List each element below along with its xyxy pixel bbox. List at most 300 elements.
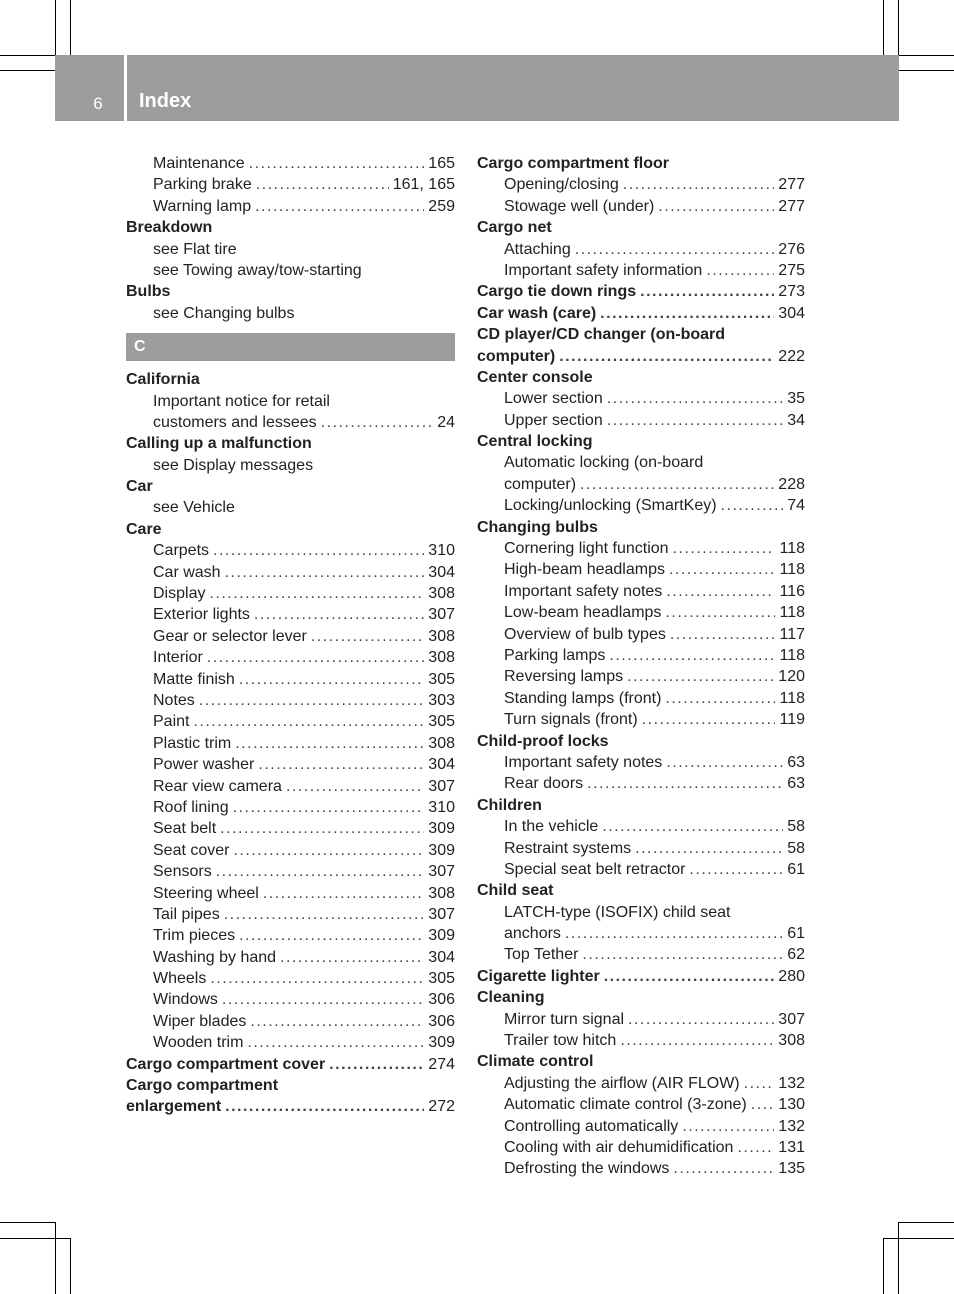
index-entry[interactable] xyxy=(126,797,455,818)
entry-label: Turn signals (front) xyxy=(504,711,638,729)
entry-label: Power washer xyxy=(153,756,255,774)
leader-dots xyxy=(666,581,775,602)
index-entry[interactable] xyxy=(126,583,455,604)
entry-label: Trailer tow hitch xyxy=(504,1032,617,1050)
entry-page: 307 xyxy=(428,777,455,795)
entry-label: Defrosting the windows xyxy=(504,1160,670,1178)
entry-page: 130 xyxy=(778,1096,805,1114)
entry-label: Cargo tie down rings xyxy=(477,283,637,301)
entry-label: Important safety notes xyxy=(504,753,663,771)
index-entry[interactable] xyxy=(126,1032,455,1053)
entry-page: 116 xyxy=(779,582,805,600)
leader-dots xyxy=(673,1158,774,1179)
index-column-right xyxy=(477,153,805,1180)
leader-dots xyxy=(737,1137,774,1158)
leader-dots xyxy=(665,602,775,623)
entry-label: Adjusting the airflow (AIR FLOW) xyxy=(504,1074,740,1092)
leader-dots xyxy=(670,624,776,645)
leader-dots xyxy=(628,1009,774,1030)
index-entry[interactable] xyxy=(126,690,455,711)
leader-dots xyxy=(658,196,774,217)
leader-dots xyxy=(239,669,424,690)
entry-label: In the vehicle xyxy=(504,818,599,836)
leader-dots xyxy=(587,773,783,794)
crop-mark xyxy=(898,70,954,71)
leader-dots xyxy=(575,239,775,260)
entry-page: 259 xyxy=(428,197,455,215)
entry-label: Paint xyxy=(153,713,190,731)
entry-label: Wiper blades xyxy=(153,1012,247,1030)
entry-label: Parking brake xyxy=(153,176,252,194)
entry-page: 35 xyxy=(787,390,805,408)
leader-dots xyxy=(600,303,774,324)
index-entry[interactable] xyxy=(477,688,805,709)
leader-dots xyxy=(233,840,424,861)
entry-label: Automatic climate control (3-zone) xyxy=(504,1096,747,1114)
leader-dots xyxy=(254,604,424,625)
entry-page: 273 xyxy=(778,283,805,301)
index-entry[interactable] xyxy=(477,346,805,367)
index-entry[interactable] xyxy=(477,581,805,602)
leader-dots xyxy=(286,776,424,797)
leader-dots xyxy=(250,1011,424,1032)
entry-label: Restraint systems xyxy=(504,839,632,857)
index-heading: Central locking xyxy=(477,433,593,451)
crop-mark xyxy=(898,55,954,56)
leader-dots xyxy=(635,838,783,859)
index-entry[interactable] xyxy=(477,1137,805,1158)
crop-mark xyxy=(883,1238,954,1239)
index-heading: Cargo compartment xyxy=(126,1077,279,1095)
entry-page: 308 xyxy=(428,627,455,645)
leader-dots xyxy=(666,752,783,773)
entry-label: Wheels xyxy=(153,970,207,988)
index-entry[interactable] xyxy=(477,944,805,965)
index-entry[interactable] xyxy=(477,838,805,859)
page-title: Index xyxy=(139,90,192,112)
entry-page: 131 xyxy=(778,1138,805,1156)
entry-page: 308 xyxy=(428,884,455,902)
entry-label: Upper section xyxy=(504,411,603,429)
index-entry[interactable] xyxy=(477,666,805,687)
entry-label: Standing lamps (front) xyxy=(504,689,662,707)
index-entry[interactable] xyxy=(126,989,455,1010)
entry-page: 120 xyxy=(778,668,805,686)
index-entry[interactable] xyxy=(477,239,805,260)
entry-label: Display xyxy=(153,585,206,603)
entry-page: 272 xyxy=(428,1098,455,1116)
leader-dots xyxy=(321,412,434,433)
crop-mark xyxy=(55,1222,56,1294)
leader-dots xyxy=(669,559,776,580)
crop-mark xyxy=(0,1238,71,1239)
index-heading: Breakdown xyxy=(126,219,213,237)
index-heading: Calling up a malfunction xyxy=(126,435,312,453)
index-heading: California xyxy=(126,371,200,389)
entry-page: 303 xyxy=(428,691,455,709)
entry-label: Tail pipes xyxy=(153,905,220,923)
crop-mark xyxy=(883,1238,884,1294)
entry-label: Carpets xyxy=(153,542,210,560)
index-entry[interactable] xyxy=(477,816,805,837)
leader-dots xyxy=(604,966,775,987)
entry-page: 58 xyxy=(787,839,805,857)
leader-dots xyxy=(224,904,425,925)
index-entry[interactable] xyxy=(126,562,455,583)
entry-page: 132 xyxy=(778,1117,805,1135)
entry-page: 306 xyxy=(428,991,455,1009)
index-entry[interactable] xyxy=(126,840,455,861)
index-heading: Center console xyxy=(477,368,593,386)
index-entry[interactable] xyxy=(126,861,455,882)
index-heading: Cargo net xyxy=(477,219,552,237)
leader-dots xyxy=(233,797,425,818)
entry-page: 309 xyxy=(428,841,455,859)
crop-mark xyxy=(70,0,71,56)
entry-label: Attaching xyxy=(504,240,571,258)
entry-page: 308 xyxy=(428,734,455,752)
entry-label: Opening/closing xyxy=(504,176,619,194)
see-reference[interactable]: see Display messages xyxy=(153,456,314,474)
index-entry[interactable] xyxy=(477,1009,805,1030)
index-entry[interactable] xyxy=(477,859,805,880)
index-entry[interactable] xyxy=(126,947,455,968)
leader-dots xyxy=(263,883,424,904)
index-heading: Children xyxy=(477,796,542,814)
see-reference[interactable]: see Changing bulbs xyxy=(153,304,295,322)
entry-page: 276 xyxy=(778,240,805,258)
index-entry[interactable] xyxy=(477,410,805,431)
entry-label: Exterior lights xyxy=(153,606,250,624)
leader-dots xyxy=(602,816,783,837)
index-column-left xyxy=(126,153,455,1118)
entry-page: 61 xyxy=(787,925,805,943)
leader-dots xyxy=(247,1032,424,1053)
entry-label: Maintenance xyxy=(153,155,245,172)
leader-dots xyxy=(213,540,424,561)
entry-label: Important safety information xyxy=(504,261,703,279)
entry-page: 307 xyxy=(428,905,455,923)
entry-label: Rear doors xyxy=(504,775,584,793)
entry-page: 305 xyxy=(428,970,455,988)
index-entry[interactable] xyxy=(477,1158,805,1179)
entry-page: 307 xyxy=(428,606,455,624)
leader-dots xyxy=(607,410,783,431)
index-entry[interactable] xyxy=(477,174,805,195)
entry-label: Top Tether xyxy=(504,946,579,964)
leader-dots xyxy=(559,346,774,367)
leader-dots xyxy=(207,647,425,668)
index-entry[interactable] xyxy=(477,602,805,623)
section-letter-bar: C xyxy=(126,333,455,361)
entry-page: 119 xyxy=(779,711,805,729)
index-entry[interactable] xyxy=(477,196,805,217)
entry-page: 118 xyxy=(779,646,805,664)
index-entry[interactable] xyxy=(126,733,455,754)
entry-label: Car wash xyxy=(153,563,221,581)
entry-label: customers and lessees xyxy=(153,413,317,431)
crop-mark xyxy=(898,1222,899,1294)
index-entry[interactable] xyxy=(126,540,455,561)
entry-label: Roof lining xyxy=(153,798,229,816)
entry-page: 135 xyxy=(778,1160,805,1178)
entry-label: computer) xyxy=(477,347,556,365)
leader-dots xyxy=(744,1073,775,1094)
index-entry[interactable] xyxy=(477,752,805,773)
entry-page: 63 xyxy=(787,753,805,771)
index-entry[interactable] xyxy=(477,281,805,302)
entry-label: Overview of bulb types xyxy=(504,625,666,643)
entry-page: 309 xyxy=(428,927,455,945)
leader-dots xyxy=(673,538,776,559)
index-heading: CD player/CD changer (on-board xyxy=(477,326,726,344)
entry-page: 280 xyxy=(778,967,805,985)
care-entries xyxy=(126,540,455,1053)
crop-mark xyxy=(70,1238,71,1294)
index-entry[interactable] xyxy=(126,925,455,946)
leader-dots xyxy=(580,474,774,495)
index-heading: Cleaning xyxy=(477,989,545,1007)
index-entry[interactable] xyxy=(477,495,805,516)
entry-page: 308 xyxy=(428,649,455,667)
entry-label: enlargement xyxy=(126,1098,222,1116)
leader-dots xyxy=(623,174,775,195)
entry-page: 62 xyxy=(787,946,805,964)
see-reference[interactable]: see Flat tire xyxy=(153,240,237,258)
entry-label: Cigarette lighter xyxy=(477,967,600,985)
entry-label: Wooden trim xyxy=(153,1034,244,1052)
index-heading: Cargo compartment floor xyxy=(477,155,670,172)
index-entry[interactable] xyxy=(126,1096,455,1117)
leader-dots xyxy=(640,281,774,302)
leader-dots xyxy=(311,626,424,647)
leader-dots xyxy=(222,989,424,1010)
entry-page: 304 xyxy=(778,304,805,322)
index-entry[interactable] xyxy=(126,669,455,690)
index-entry[interactable] xyxy=(477,645,805,666)
leader-dots xyxy=(682,1116,774,1137)
entry-label: anchors xyxy=(504,925,561,943)
index-entry[interactable] xyxy=(126,818,455,839)
entry-page: 117 xyxy=(779,625,805,643)
index-entry[interactable] xyxy=(126,153,455,174)
index-heading: Climate control xyxy=(477,1053,594,1071)
index-entry[interactable] xyxy=(126,604,455,625)
entry-page: 118 xyxy=(779,561,805,579)
entry-page: 63 xyxy=(787,775,805,793)
entry-label: Cargo compartment cover xyxy=(126,1055,326,1073)
index-heading: Care xyxy=(126,520,162,538)
leader-dots xyxy=(239,925,424,946)
leader-dots xyxy=(193,711,424,732)
index-entry[interactable] xyxy=(477,1030,805,1051)
index-heading: Changing bulbs xyxy=(477,518,598,536)
index-entry[interactable] xyxy=(477,474,805,495)
entry-page: 309 xyxy=(428,1034,455,1052)
entry-label: Locking/unlocking (SmartKey) xyxy=(504,497,717,515)
entry-page: 222 xyxy=(778,347,805,365)
entry-label: Washing by hand xyxy=(153,948,277,966)
entry-page: 61 xyxy=(787,860,805,878)
entry-label: Reversing lamps xyxy=(504,668,624,686)
crop-mark xyxy=(898,1222,954,1223)
entry-page: 309 xyxy=(428,820,455,838)
entry-page: 307 xyxy=(778,1010,805,1028)
leader-dots xyxy=(210,968,424,989)
index-entry[interactable] xyxy=(477,709,805,730)
index-entry[interactable] xyxy=(126,968,455,989)
entry-page: 305 xyxy=(428,670,455,688)
leader-dots xyxy=(249,153,425,174)
entry-label: Controlling automatically xyxy=(504,1117,679,1135)
entry-page: 34 xyxy=(787,411,805,429)
entry-page: 274 xyxy=(428,1055,455,1073)
index-entry[interactable] xyxy=(477,260,805,281)
index-entry[interactable] xyxy=(126,776,455,797)
index-entry[interactable] xyxy=(126,904,455,925)
leader-dots xyxy=(627,666,774,687)
leader-dots xyxy=(225,1096,424,1117)
leader-dots xyxy=(256,174,389,195)
entry-page: 305 xyxy=(428,713,455,731)
entry-label: Warning lamp xyxy=(153,197,252,215)
entry-label: High-beam headlamps xyxy=(504,561,665,579)
index-entry[interactable] xyxy=(477,966,805,987)
entry-label: Important safety notes xyxy=(504,582,663,600)
entry-page: 308 xyxy=(778,1032,805,1050)
entry-label: Matte finish xyxy=(153,670,235,688)
entry-label: Sensors xyxy=(153,863,212,881)
index-entry[interactable] xyxy=(126,647,455,668)
entry-label: Lower section xyxy=(504,390,603,408)
entry-label: Steering wheel xyxy=(153,884,259,902)
leader-dots xyxy=(258,754,424,775)
entry-label: Mirror turn signal xyxy=(504,1010,625,1028)
index-entry[interactable] xyxy=(477,1116,805,1137)
entry-label-line: LATCH-type (ISOFIX) child seat xyxy=(504,903,731,921)
leader-dots xyxy=(609,645,775,666)
entry-page: 277 xyxy=(778,197,805,215)
index-entry[interactable] xyxy=(477,1094,805,1115)
index-entry[interactable] xyxy=(126,1011,455,1032)
entry-label: Seat cover xyxy=(153,841,230,859)
entry-label: Trim pieces xyxy=(153,927,236,945)
entry-label-line: Important notice for retail xyxy=(153,392,330,410)
entry-page: 132 xyxy=(778,1074,805,1092)
leader-dots xyxy=(255,196,424,217)
entry-label: Low-beam headlamps xyxy=(504,604,662,622)
entry-page: 277 xyxy=(778,176,805,194)
entry-page: 275 xyxy=(778,261,805,279)
entry-page: 24 xyxy=(437,413,455,431)
index-entry[interactable] xyxy=(477,1073,805,1094)
leader-dots xyxy=(582,944,783,965)
entry-label: Gear or selector lever xyxy=(153,627,307,645)
entry-label: Windows xyxy=(153,991,218,1009)
leader-dots xyxy=(225,562,425,583)
entry-label: Stowage well (under) xyxy=(504,197,655,215)
leader-dots xyxy=(665,688,775,709)
entry-page: 307 xyxy=(428,863,455,881)
entry-page: 228 xyxy=(778,475,805,493)
index-entry[interactable] xyxy=(126,196,455,217)
leader-dots xyxy=(642,709,776,730)
index-entry[interactable] xyxy=(477,773,805,794)
index-entry[interactable] xyxy=(126,626,455,647)
entry-page: 74 xyxy=(787,497,805,515)
entry-page: 304 xyxy=(428,563,455,581)
entry-page: 58 xyxy=(787,818,805,836)
leader-dots xyxy=(721,495,784,516)
index-entry[interactable] xyxy=(477,538,805,559)
index-entry[interactable] xyxy=(126,412,455,433)
entry-page: 306 xyxy=(428,1012,455,1030)
crop-mark xyxy=(883,0,884,56)
leader-dots xyxy=(199,690,425,711)
entry-label: Seat belt xyxy=(153,820,217,838)
leader-dots xyxy=(280,947,424,968)
index-entry[interactable] xyxy=(477,624,805,645)
index-entry[interactable] xyxy=(126,883,455,904)
leader-dots xyxy=(220,818,424,839)
crop-mark xyxy=(55,0,56,56)
see-reference[interactable]: see Vehicle xyxy=(153,499,235,517)
index-entry[interactable] xyxy=(126,174,455,195)
entry-page: 161, 165 xyxy=(392,176,455,194)
leader-dots xyxy=(689,859,783,880)
crop-mark xyxy=(0,55,56,56)
crop-mark xyxy=(898,0,899,56)
entry-page: 304 xyxy=(428,948,455,966)
entry-page: 304 xyxy=(428,756,455,774)
index-entry[interactable] xyxy=(477,923,805,944)
entry-label: Rear view camera xyxy=(153,777,282,795)
crop-mark xyxy=(0,1222,56,1223)
index-heading: Car xyxy=(126,478,153,496)
page-number: 6 xyxy=(93,94,103,113)
entry-page: 118 xyxy=(779,689,805,707)
leader-dots xyxy=(565,923,783,944)
entry-label: computer) xyxy=(504,475,577,493)
entry-label: Cornering light function xyxy=(504,540,669,558)
entry-page: 310 xyxy=(428,542,455,560)
entry-page: 118 xyxy=(779,540,805,558)
leader-dots xyxy=(751,1094,775,1115)
index-heading: Bulbs xyxy=(126,283,171,301)
index-entry[interactable] xyxy=(477,303,805,324)
index-entry[interactable] xyxy=(126,711,455,732)
entry-label: Special seat belt retractor xyxy=(504,860,686,878)
leader-dots xyxy=(216,861,425,882)
entry-label-line: Automatic locking (on-board xyxy=(504,454,704,472)
see-reference[interactable]: see Towing away/tow-starting xyxy=(153,261,362,279)
index-entry[interactable] xyxy=(126,1054,455,1075)
index-entry[interactable] xyxy=(126,754,455,775)
leader-dots xyxy=(706,260,774,281)
entry-page: 118 xyxy=(779,604,805,622)
entry-label: Car wash (care) xyxy=(477,304,597,322)
index-entry[interactable] xyxy=(477,559,805,580)
leader-dots xyxy=(620,1030,774,1051)
index-entry[interactable] xyxy=(477,388,805,409)
entry-page: 308 xyxy=(428,585,455,603)
entry-label: Cooling with air dehumidification xyxy=(504,1138,734,1156)
leader-dots xyxy=(235,733,424,754)
entry-label: Plastic trim xyxy=(153,734,232,752)
leader-dots xyxy=(607,388,783,409)
index-heading: Child seat xyxy=(477,882,554,900)
index-heading: Child-proof locks xyxy=(477,732,609,750)
